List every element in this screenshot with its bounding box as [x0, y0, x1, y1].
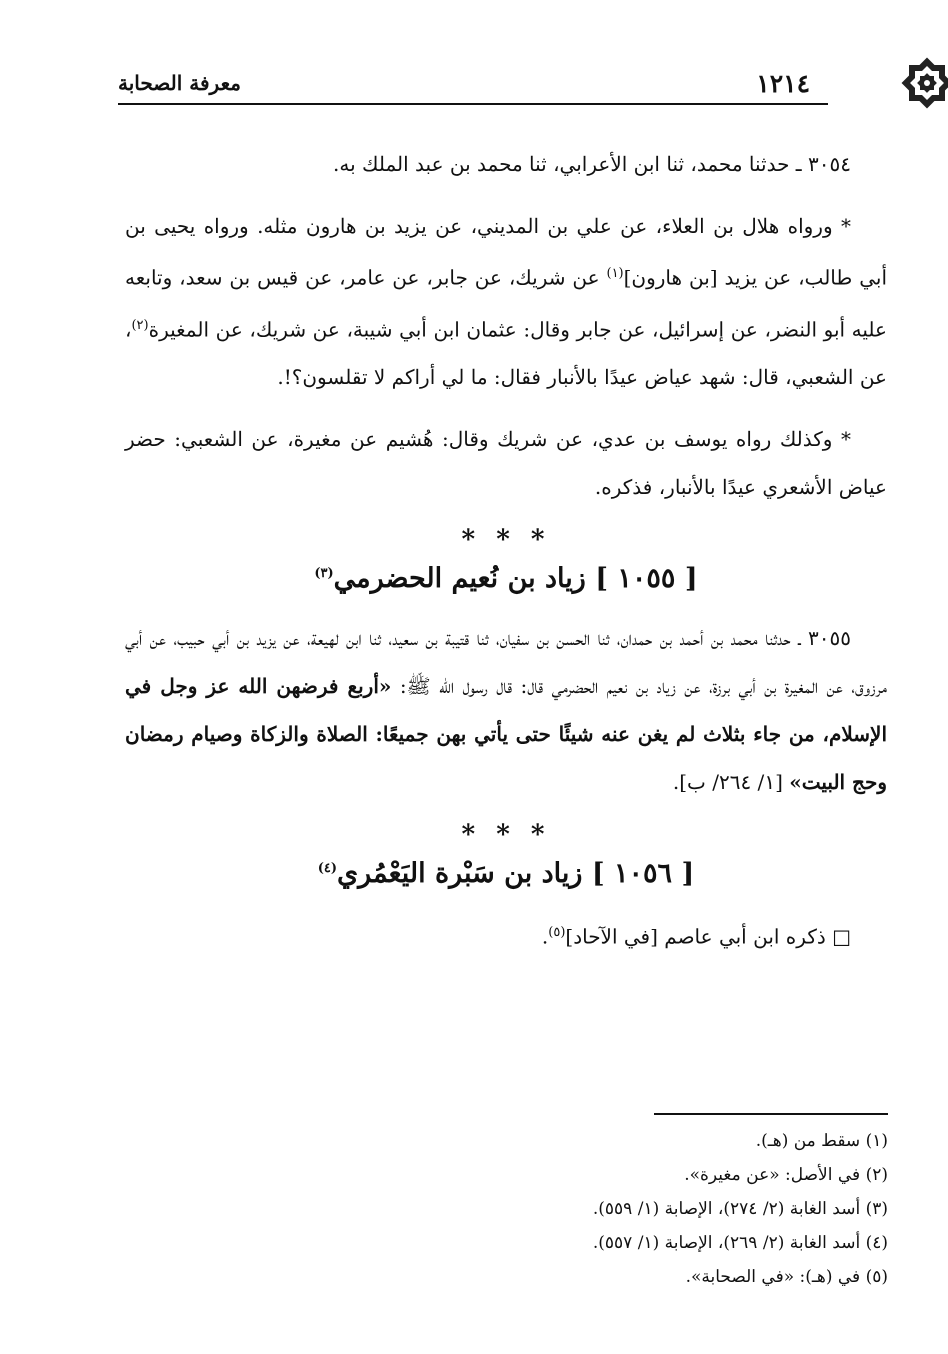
hadith-3054-text: ٣٠٥٤ ـ حدثنا محمد، ثنا ابن الأعرابي، ثنا محمد بن عبد الملك به. [332, 152, 851, 176]
narration-text-b: عن شريك، عن جابر، عن عامر، عن قيس بن سعد، وتابعه عليه أبو النضر، عن إسرائيل، عن جابر وقال: عثمان ابن أبي شيبة، عن شريك، عن المغيرة [125, 265, 887, 342]
footnote-ref-4[interactable]: (٤) [317, 861, 338, 877]
narration-text-a: * ورواه هلال بن العلاء، عن علي بن المديني، عن يزيد بن هارون مثله. ورواه يحيى بن أبي طالب، عن يزيد [بن هارون] [125, 214, 887, 290]
hadith-3055-text-a: ٣٠٥٥ ـ حدثنا محمد بن أحمد بن حمدان، ثنا الحسن بن سفيان، ثنا قتيبة بن سعيد، ثنا ابن لهيعة، عن يزيد بن أبي حبيب، عن أبي مرزوق، عن المغيرة بن أبي برزة، عن زياد بن نعيم الحضرمي قال: قال رسول الله ﷺ: [125, 626, 888, 699]
footnote-1: (١) سقط من (هـ). [755, 1131, 888, 1151]
hadith-3055 [125, 614, 887, 806]
narration-paragraph-2 [125, 415, 887, 511]
section-divider-stars: * * * [461, 820, 551, 851]
footnote-3: (٣) أسد الغابة (٢/ ٢٧٤)، الإصابة (١/ ٥٥٩). [592, 1199, 888, 1219]
hadith-3054 [125, 140, 887, 188]
hadith-3055-quote: «أربع فرضهن الله عز وجل في الإسلام، من جاء بثلاث لم يغن عنه شيئًا حتى يأتي بهن جميعًا: الصلاة والزكاة وصيام رمضان وحج البيت» [125, 674, 887, 795]
footnotes [420, 1124, 888, 1294]
narration-2-text: * وكذلك رواه يوسف بن عدي، عن شريك وقال: هُشيم عن مغيرة، عن الشعبي: حضر عياض الأشعري عيدًا بالأنبار، فذكره. [125, 427, 887, 500]
entry-title-1056 [125, 858, 887, 889]
main-text [125, 140, 887, 975]
entry-title-1056-text: [ ١٠٥٦ ] زياد بن سَبْرة اليَعْمُري [337, 858, 695, 890]
running-title: معرفة الصحابة [118, 71, 241, 95]
header-rule [118, 103, 828, 105]
section-divider-stars: * * * [461, 525, 551, 556]
narration-paragraph-1 [125, 202, 887, 401]
page-header [118, 66, 888, 100]
footnote-ref-5[interactable]: (٥) [548, 925, 566, 941]
footnote-ref-1[interactable]: (١) [606, 266, 624, 281]
hadith-3055-text-b: [١/ ٢٦٤/ ب]. [672, 770, 790, 795]
footnote-ref-3[interactable]: (٣) [314, 566, 334, 582]
footnote-ref-2[interactable]: (٢) [131, 317, 149, 333]
entry-title-1055 [125, 563, 887, 594]
entry-1056-note-text: □ ذكره ابن أبي عاصم [في الآحاد] [565, 924, 851, 949]
entry-title-1055-text: [ ١٠٥٥ ] زياد بن نُعيم الحضرمي [333, 563, 698, 595]
footnote-2: (٢) في الأصل: «عن مغيرة». [684, 1165, 888, 1185]
footnote-4: (٤) أسد الغابة (٢/ ٢٦٩)، الإصابة (١/ ٥٥٧). [592, 1233, 888, 1253]
footnote-5: (٥) في (هـ): «في الصحابة». [685, 1267, 888, 1287]
footnote-rule [654, 1113, 888, 1115]
octagonal-star-ornament-icon [896, 52, 948, 114]
page-number: ١٢١٤ [756, 69, 810, 98]
entry-1056-note-end: . [541, 924, 549, 949]
entry-1056-note [125, 909, 887, 961]
narration-text-c: ، عن الشعبي، قال: شهد عياض عيدًا بالأنبار فقال: ما لي أراكم لا تقلسون؟!. [125, 317, 887, 390]
